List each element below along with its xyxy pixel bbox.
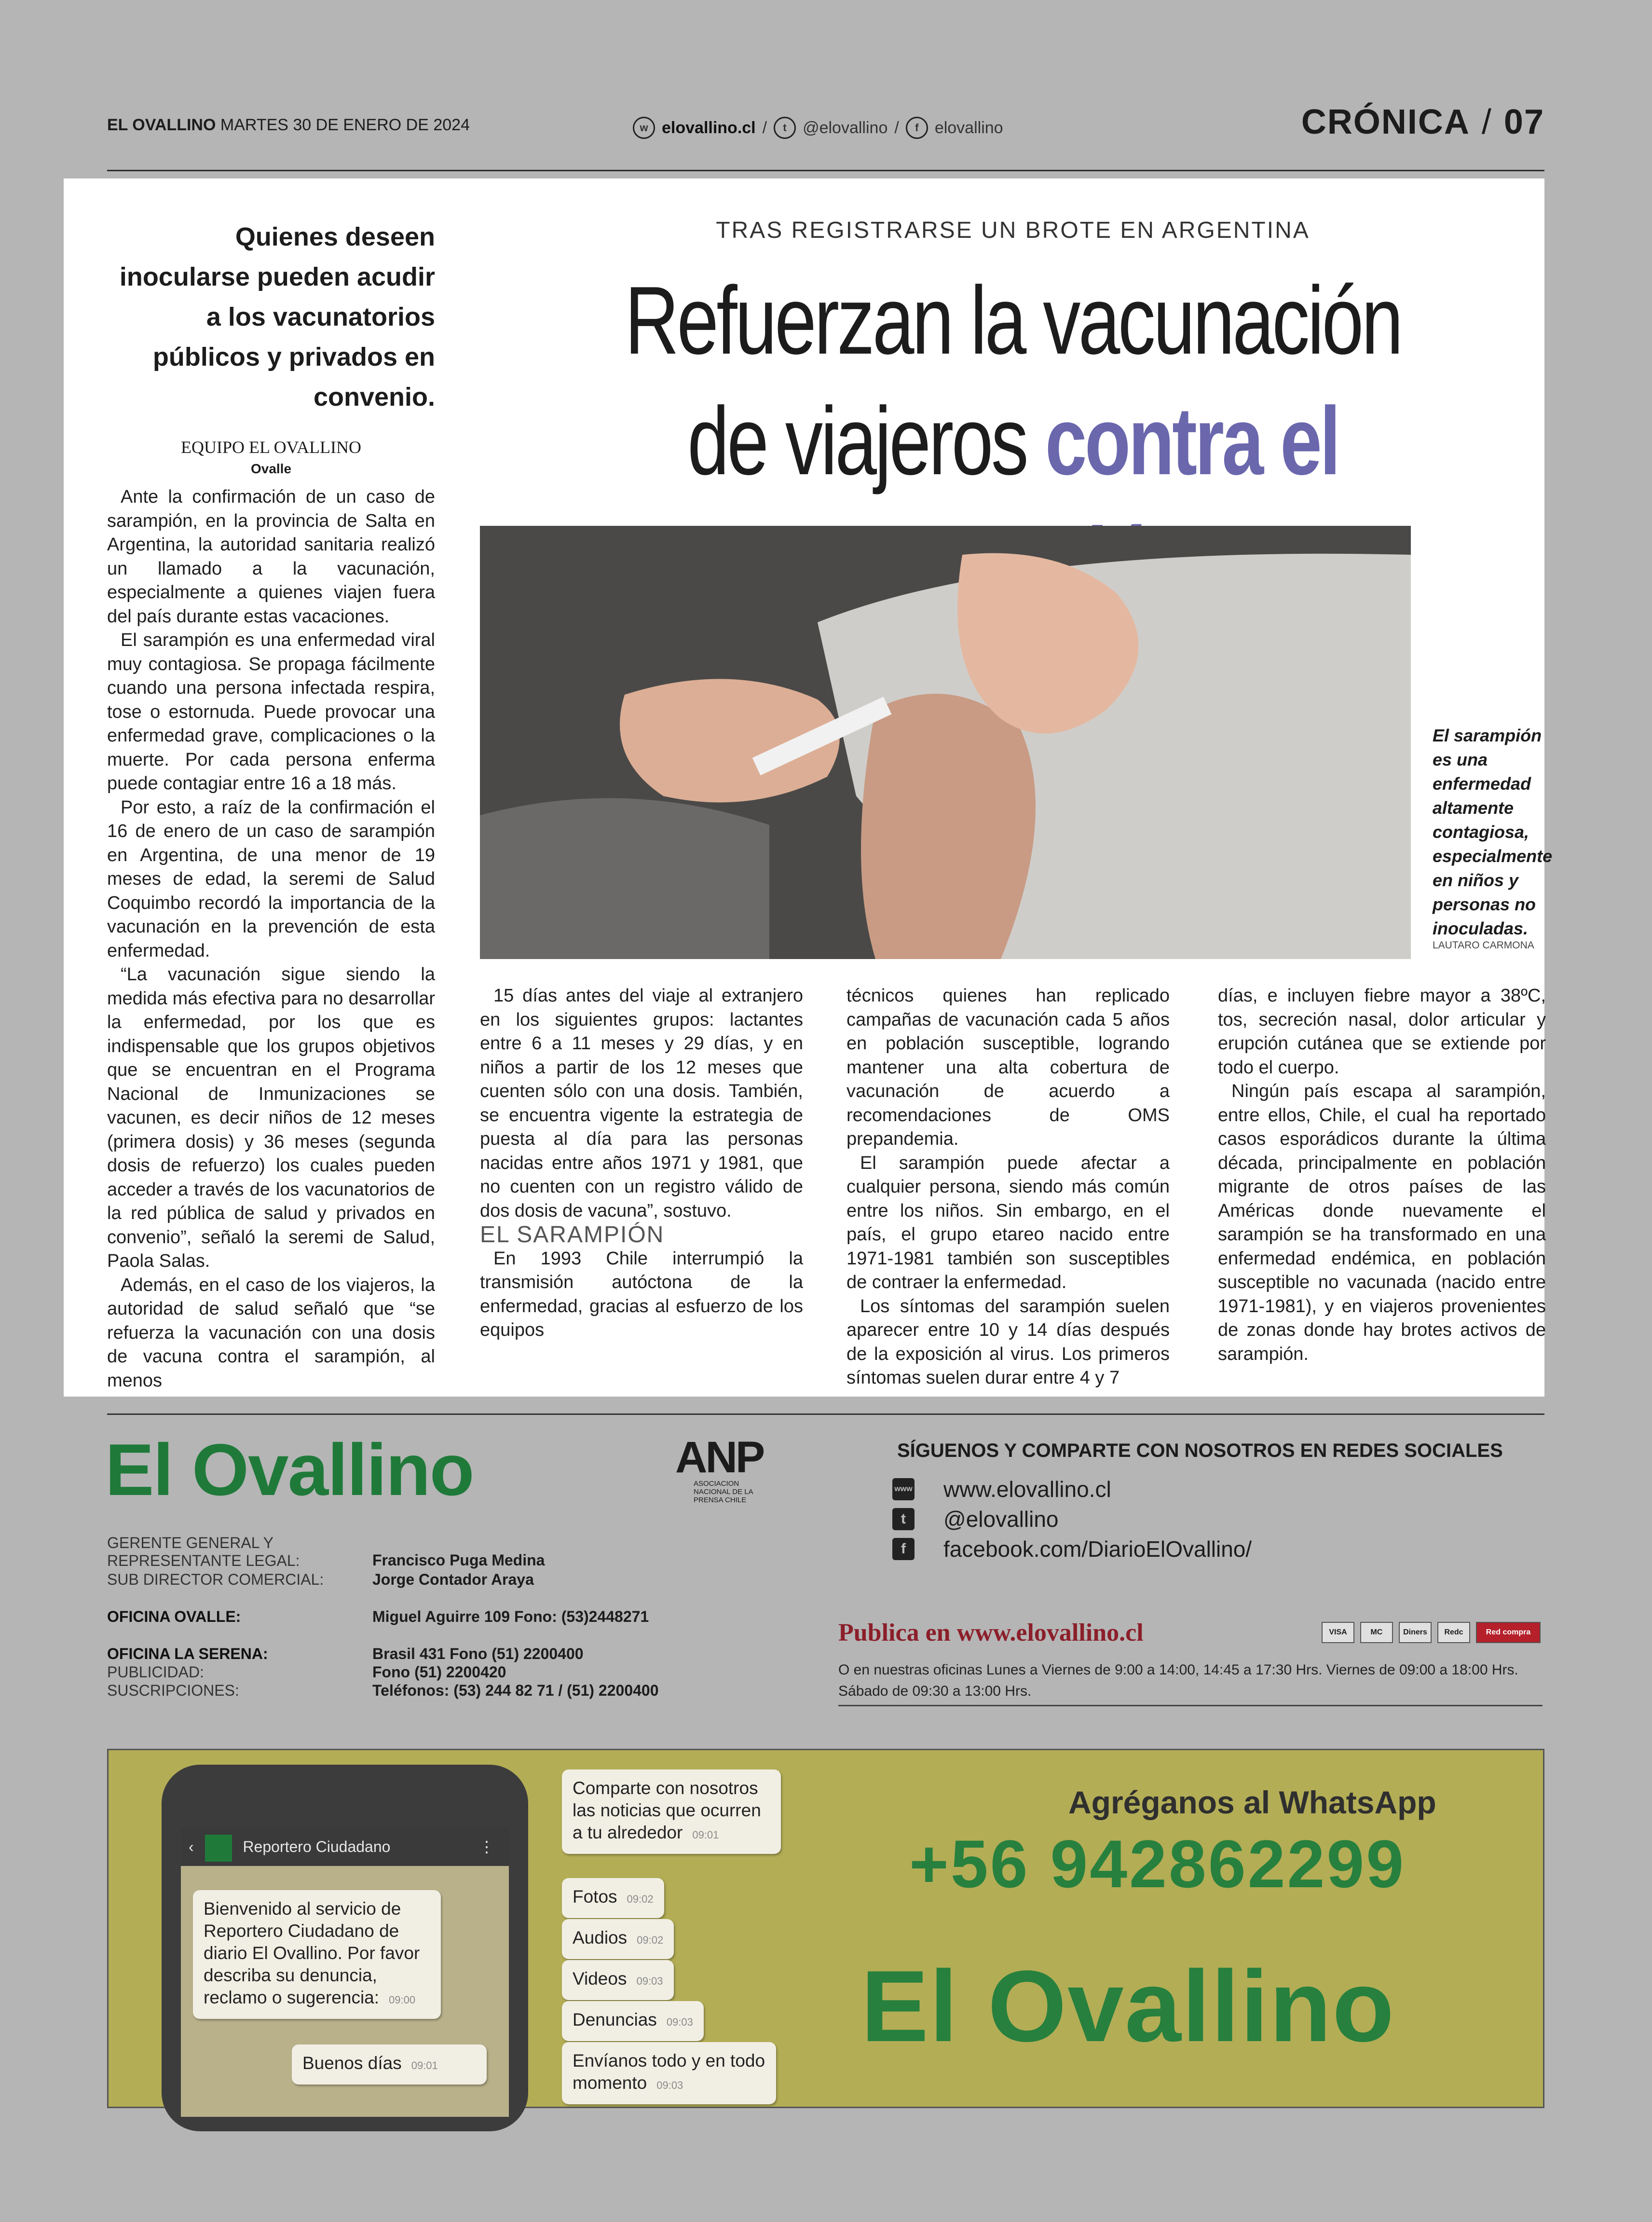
paragraph: En 1993 Chile interrumpió la transmisión autóctona de la enfermedad, gracias al esfuerzo de los equipos <box>480 1248 803 1340</box>
red-compra-icon: Red compra <box>1476 1622 1541 1643</box>
article-column-3 <box>846 984 1170 1388</box>
reply-bubble <box>292 2044 487 2085</box>
publicidad-value: Fono (51) 2200420 <box>372 1663 506 1681</box>
web-icon: w <box>633 117 655 139</box>
office-label: OFICINA LA SERENA: <box>107 1645 268 1662</box>
paragraph: Ante la confirmación de un caso de sarampión, en la provincia de Salta en Argentina, la autoridad sanitaria realizó un llamado a la vacunación, especialmente a quienes viajen fuera del país durante estas vacaciones. <box>107 487 435 627</box>
chat-bubble <box>562 1960 674 2000</box>
staff-value: Jorge Contador Araya <box>372 1571 534 1588</box>
chat-bubble <box>562 1919 674 1959</box>
paragraph: Por esto, a raíz de la confirmación el 16 de enero de un caso de sarampión en Argentina, de una menor de 19 meses de edad, la seremi de Salud Coquimbo recordó la importancia de la vacunación en la prevención de esta enfermedad. <box>107 797 435 961</box>
headline-plain: Refuerzan la vacunación de viajeros <box>625 267 1401 495</box>
header-facebook[interactable]: elovallino <box>934 118 1003 137</box>
message-time: 09:02 <box>627 1893 654 1905</box>
anp-mark: ANP <box>675 1433 764 1482</box>
subhead: EL SARAMPIÓN <box>480 1222 665 1248</box>
chat-bubble <box>562 2042 776 2104</box>
office-hours: O en nuestras oficinas Lunes a Viernes de 9:00 a 14:00, 14:45 a 17:30 Hrs. Viernes de 09:00 a 18:00 Hrs. Sábado de 09:30 a 13:00 Hrs. <box>838 1660 1543 1706</box>
bubble-text: Comparte con nosotros las noticias que ocurren a tu alrededor <box>573 1778 761 1842</box>
social-web-text[interactable]: www.elovallino.cl <box>943 1477 1111 1502</box>
bubble-text: Fotos <box>573 1887 617 1907</box>
web-icon: www <box>892 1478 915 1500</box>
photo-illustration <box>480 526 1411 959</box>
staff-value: Francisco Puga Medina <box>372 1551 545 1569</box>
whatsapp-banner <box>107 1749 1544 2108</box>
publica-link[interactable]: Publica en www.elovallino.cl <box>838 1619 1144 1646</box>
publicidad-label: PUBLICIDAD: <box>107 1663 204 1681</box>
banner-logo: El Ovallino <box>861 1949 1395 2063</box>
message-time: 09:01 <box>411 2059 438 2071</box>
office-ovalle <box>107 1608 734 1626</box>
payment-cards <box>1322 1622 1541 1643</box>
anp-logo <box>675 1435 772 1522</box>
twitter-icon: t <box>892 1508 915 1530</box>
paragraph: El sarampión puede afectar a cualquier persona, siendo más común entre los niños. Sin embargo, en el país, el grupo etareo nacido entre 1971-1981 también son susceptibles de contraer la enfermedad. <box>846 1152 1170 1292</box>
social-web[interactable] <box>892 1476 1111 1502</box>
visa-card-icon: VISA <box>1322 1622 1354 1643</box>
header-social <box>633 117 1003 139</box>
social-twitter[interactable] <box>892 1506 1059 1532</box>
bubble-text: Denuncias <box>573 2010 657 2030</box>
page-header <box>107 103 1544 171</box>
photo-credit: LAUTARO CARMONA <box>1433 940 1534 951</box>
chat-title: Reportero Ciudadano <box>243 1838 391 1855</box>
paragraph: técnicos quienes han replicado campañas de vacunación cada 5 años en población susceptible, logrando mantener una alta cobertura de vacunación de acuerdo a recomendaciones de OMS prepandemia. <box>846 986 1170 1149</box>
mastercard-icon: MC <box>1360 1622 1393 1643</box>
suscripciones-label: SUSCRIPCIONES: <box>107 1682 239 1699</box>
paragraph: El sarampión es una enfermedad viral muy contagiosa. Se propaga fácilmente cuando una persona infectada respira, tose o estornuda. Puede provocar una enfermedad grave, complicaciones o la muerte. Por cada persona enferma puede contagiar entre 16 a 18 más. <box>107 630 435 794</box>
kicker: TRAS REGISTRARSE UN BROTE EN ARGENTINA <box>716 218 1310 243</box>
staff-row <box>107 1534 734 1570</box>
office-label: OFICINA OVALLE: <box>107 1608 241 1625</box>
article-column-4 <box>1218 984 1546 1380</box>
social-facebook[interactable] <box>892 1536 1252 1562</box>
message-time: 09:01 <box>692 1829 719 1841</box>
header-brand: EL OVALLINO <box>107 116 216 134</box>
header-brand-date <box>107 116 470 135</box>
back-icon: ‹ <box>189 1838 194 1855</box>
paragraph: días, e incluyen fiebre mayor a 38ºC, tos, secreción nasal, dolor articular y erupción cutánea que se extiende por todo el cuerpo. <box>1218 986 1546 1078</box>
message-time: 09:03 <box>656 2079 683 2091</box>
social-title: SÍGUENOS Y COMPARTE CON NOSOTROS EN REDES SOCIALES <box>897 1440 1503 1461</box>
photo-caption: El sarampión es una enfermedad altamente contagiosa, especialmente en niños y personas no inoculadas. <box>1433 726 1553 938</box>
staff-label: GERENTE GENERAL Y <box>107 1534 273 1551</box>
diners-card-icon: Diners <box>1399 1622 1432 1643</box>
byline-city: Ovalle <box>250 461 292 476</box>
pull-quote: Quienes deseen inocularse pueden acudir a los vacunatorios públicos y privados en convenio. <box>119 222 435 411</box>
message-time: 09:03 <box>666 2016 693 2028</box>
bubble-text: Envíanos todo y en todo momento <box>573 2051 765 2093</box>
header-site[interactable]: elovallino.cl <box>662 118 756 137</box>
menu-icon: ⋮ <box>479 1838 494 1855</box>
app-icon <box>205 1835 232 1862</box>
header-section: CRÓNICA / 07 <box>1301 103 1544 141</box>
social-twitter-text[interactable]: @elovallino <box>943 1507 1059 1532</box>
separator: / <box>894 118 899 137</box>
twitter-icon: t <box>774 117 796 139</box>
facebook-icon: f <box>906 117 928 139</box>
page-number: 07 <box>1503 103 1544 141</box>
header-twitter[interactable]: @elovallino <box>803 118 888 137</box>
staff-label: REPRESENTANTE LEGAL: <box>107 1552 300 1569</box>
whatsapp-number[interactable]: +56 942862299 <box>909 1826 1406 1902</box>
chat-bubble <box>562 1878 664 1918</box>
footer-divider <box>107 1413 1544 1415</box>
whatsapp-title: Agréganos al WhatsApp <box>1068 1784 1436 1820</box>
office-serena <box>107 1645 734 1663</box>
social-facebook-text[interactable]: facebook.com/DiarioElOvallino/ <box>943 1536 1252 1562</box>
bubble-text: Videos <box>573 1969 627 1989</box>
suscripciones-value: Teléfonos: (53) 244 82 71 / (51) 2200400 <box>372 1682 659 1699</box>
welcome-bubble <box>193 1890 441 2019</box>
newspaper-logo: El Ovallino <box>105 1429 474 1511</box>
welcome-text: Bienvenido al servicio de Reportero Ciudadano de diario El Ovallino. Por favor describa su denuncia, reclamo o sugerencia: <box>204 1899 420 2007</box>
facebook-icon: f <box>892 1538 915 1560</box>
header-date: MARTES 30 DE ENERO DE 2024 <box>220 116 470 134</box>
staff-label: SUB DIRECTOR COMERCIAL: <box>107 1571 324 1588</box>
article-column-1 <box>107 485 435 1391</box>
message-time: 09:03 <box>636 1975 663 1987</box>
message-time: 09:00 <box>389 1994 416 2006</box>
bubble-text: Audios <box>573 1928 628 1948</box>
paragraph: 15 días antes del viaje al extranjero en los siguientes grupos: lactantes entre 6 a 11 meses y 29 días, y en niños a partir de los 12 meses que cuenten sólo con una dosis. También, se encuentra vigente la estrategia de puesta al día para las personas nacidas entre años 1971 y 1981, que no cuenten con un registro válido de dos dosis de vacuna”, sostuvo. <box>480 986 803 1221</box>
vaccination-photo <box>480 526 1411 959</box>
chat-bubble <box>562 1769 781 1854</box>
office-value: Miguel Aguirre 109 Fono: (53)2448271 <box>372 1608 649 1625</box>
article-column-2 <box>480 984 803 1380</box>
section-name: CRÓNICA <box>1301 103 1470 141</box>
paragraph: “La vacunación sigue siendo la medida más efectiva para no desarrollar la enfermedad, por los que es indispensable que los grupos objetivos que se encuentran en el Programa Nacional de Inmunizaciones se vacunen, es decir niños de 12 meses (primera dosis) y 36 meses (segunda dosis de refuerzo) los cuales pueden acceder a través de los vacunatorios de la red pública de salud y privados en convenio”, señaló la seremi de Salud, Paola Salas. <box>107 964 435 1271</box>
chat-bubble <box>562 2001 704 2041</box>
publicidad <box>107 1663 734 1681</box>
staff-row <box>107 1571 734 1589</box>
office-value: Brasil 431 Fono (51) 2200400 <box>372 1645 584 1662</box>
message-time: 09:02 <box>637 1934 664 1946</box>
chat-header <box>181 1827 509 1866</box>
separator: / <box>762 118 767 137</box>
paragraph: Los síntomas del sarampión suelen aparecer entre 10 y 14 días después de la exposición al virus. Los primeros síntomas suelen durar entre 4 y 7 <box>846 1296 1170 1388</box>
headline-accent: contra el <box>1045 387 1338 495</box>
paragraph: Además, en el caso de los viajeros, la autoridad de salud señaló que “se refuerza la vacunación con una dosis de vacuna contra el sarampión, al menos <box>107 1275 435 1391</box>
redcompra-icon: Redc <box>1437 1622 1470 1643</box>
paragraph: Ningún país escapa al sarampión, entre ellos, Chile, el cual ha reportado casos esporádicos durante la última década, principalmente en población migrante de otros países de las Américas donde nuevamente el sarampión se ha transformado en una enfermedad endémica, en población susceptible no vacunada (nacido entre 1971-1981), y en viajeros provenientes de zonas donde hay brotes activos de sarampión. <box>1218 1081 1546 1364</box>
suscripciones <box>107 1682 734 1700</box>
reply-text: Buenos días <box>302 2053 402 2073</box>
byline: EQUIPO EL OVALLINO <box>181 438 361 457</box>
anp-text: ASOCIACION NACIONAL DE LA PRENSA CHILE <box>694 1480 753 1504</box>
